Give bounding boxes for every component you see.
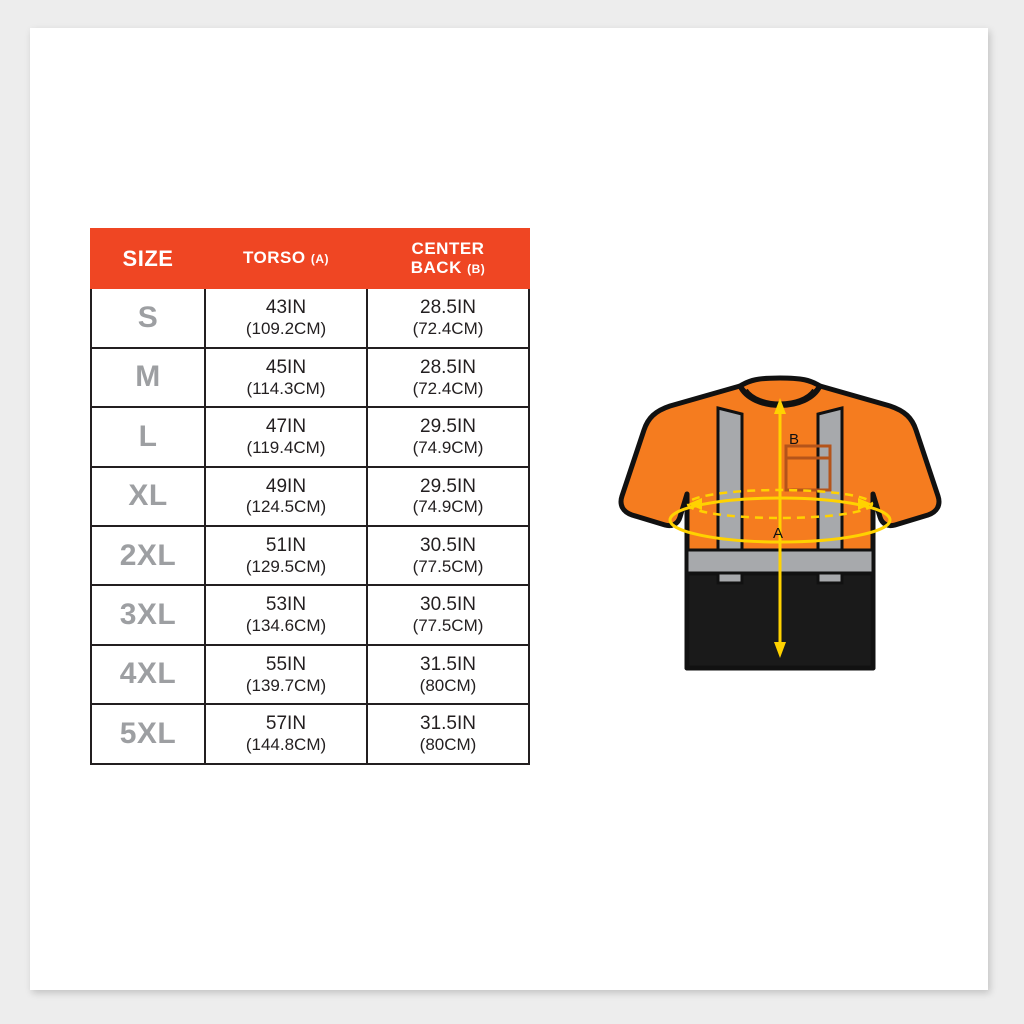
cell-torso	[205, 645, 367, 704]
shirt-diagram	[590, 368, 970, 738]
table-row	[91, 526, 529, 585]
cell-size: S	[91, 288, 205, 347]
cell-center-back	[367, 585, 529, 644]
cell-torso-in: 47IN	[265, 416, 307, 438]
cell-torso	[205, 467, 367, 526]
table-row	[91, 645, 529, 704]
cell-torso	[205, 288, 367, 347]
column-header-torso-label: TORSO	[242, 248, 306, 268]
cell-torso-cm: (139.7CM)	[245, 675, 327, 695]
column-header-center-back-line1: CENTER	[411, 239, 485, 258]
table-row	[91, 704, 529, 763]
cell-center-back-in: 30.5IN	[420, 534, 476, 556]
column-header-center-back-note: (B)	[467, 261, 486, 276]
size-chart-table	[90, 228, 530, 765]
cell-torso-in: 51IN	[265, 534, 307, 556]
cell-torso	[205, 348, 367, 407]
measure-label-a: A	[773, 525, 784, 542]
cell-size: 3XL	[91, 585, 205, 644]
cell-torso-in: 45IN	[265, 356, 307, 378]
cell-torso-cm: (109.2CM)	[245, 319, 327, 339]
cell-center-back	[367, 467, 529, 526]
table-row	[91, 407, 529, 466]
cell-size: L	[91, 407, 205, 466]
column-header-torso	[205, 229, 367, 288]
cell-torso-cm: (124.5CM)	[245, 497, 327, 517]
cell-torso-cm: (134.6CM)	[245, 616, 327, 636]
cell-center-back	[367, 348, 529, 407]
cell-size: 2XL	[91, 526, 205, 585]
cell-center-back-in: 28.5IN	[420, 356, 476, 378]
cell-center-back-cm: (72.4CM)	[412, 378, 484, 398]
cell-center-back-in: 30.5IN	[420, 594, 476, 616]
table-header	[91, 229, 529, 288]
cell-center-back	[367, 645, 529, 704]
cell-center-back-cm: (77.5CM)	[412, 556, 484, 576]
cell-torso	[205, 526, 367, 585]
cell-center-back-cm: (72.4CM)	[412, 319, 484, 339]
column-header-size: SIZE	[91, 229, 205, 288]
table-header-row	[91, 229, 529, 288]
table-row	[91, 467, 529, 526]
cell-center-back-in: 29.5IN	[420, 475, 476, 497]
cell-torso-in: 53IN	[265, 594, 307, 616]
cell-torso-in: 49IN	[265, 475, 307, 497]
cell-size: M	[91, 348, 205, 407]
cell-torso-cm: (119.4CM)	[246, 438, 326, 457]
cell-torso	[205, 407, 367, 466]
cell-center-back	[367, 526, 529, 585]
cell-center-back-cm: (80CM)	[419, 675, 477, 695]
cell-center-back-in: 31.5IN	[420, 713, 476, 735]
cell-center-back-in: 28.5IN	[420, 297, 476, 319]
column-header-center-back-line2: BACK	[410, 257, 462, 277]
table-row	[91, 348, 529, 407]
cell-center-back	[367, 704, 529, 763]
table-row	[91, 288, 529, 347]
table-body	[91, 288, 529, 763]
cell-torso	[205, 585, 367, 644]
cell-center-back	[367, 407, 529, 466]
cell-torso-cm: (114.3CM)	[246, 378, 326, 398]
cell-center-back-cm: (77.5CM)	[412, 616, 484, 636]
cell-center-back-cm: (74.9CM)	[412, 497, 484, 517]
column-header-center-back	[367, 229, 529, 288]
cell-torso	[205, 704, 367, 763]
cell-torso-cm: (144.8CM)	[245, 734, 327, 754]
cell-center-back	[367, 288, 529, 347]
cell-size: XL	[91, 467, 205, 526]
cell-center-back-in: 31.5IN	[420, 653, 476, 675]
size-chart-card	[30, 28, 988, 990]
cell-center-back-cm: (74.9CM)	[412, 438, 484, 457]
column-header-torso-note: (A)	[310, 252, 330, 267]
measure-label-b: B	[789, 431, 800, 448]
cell-torso-cm: (129.5CM)	[245, 556, 327, 576]
cell-torso-in: 43IN	[265, 297, 307, 319]
table-row	[91, 585, 529, 644]
cell-center-back-in: 29.5IN	[420, 416, 476, 438]
cell-torso-in: 55IN	[265, 653, 307, 675]
cell-torso-in: 57IN	[265, 713, 307, 735]
cell-size: 5XL	[91, 704, 205, 763]
cell-center-back-cm: (80CM)	[419, 734, 477, 754]
cell-size: 4XL	[91, 645, 205, 704]
